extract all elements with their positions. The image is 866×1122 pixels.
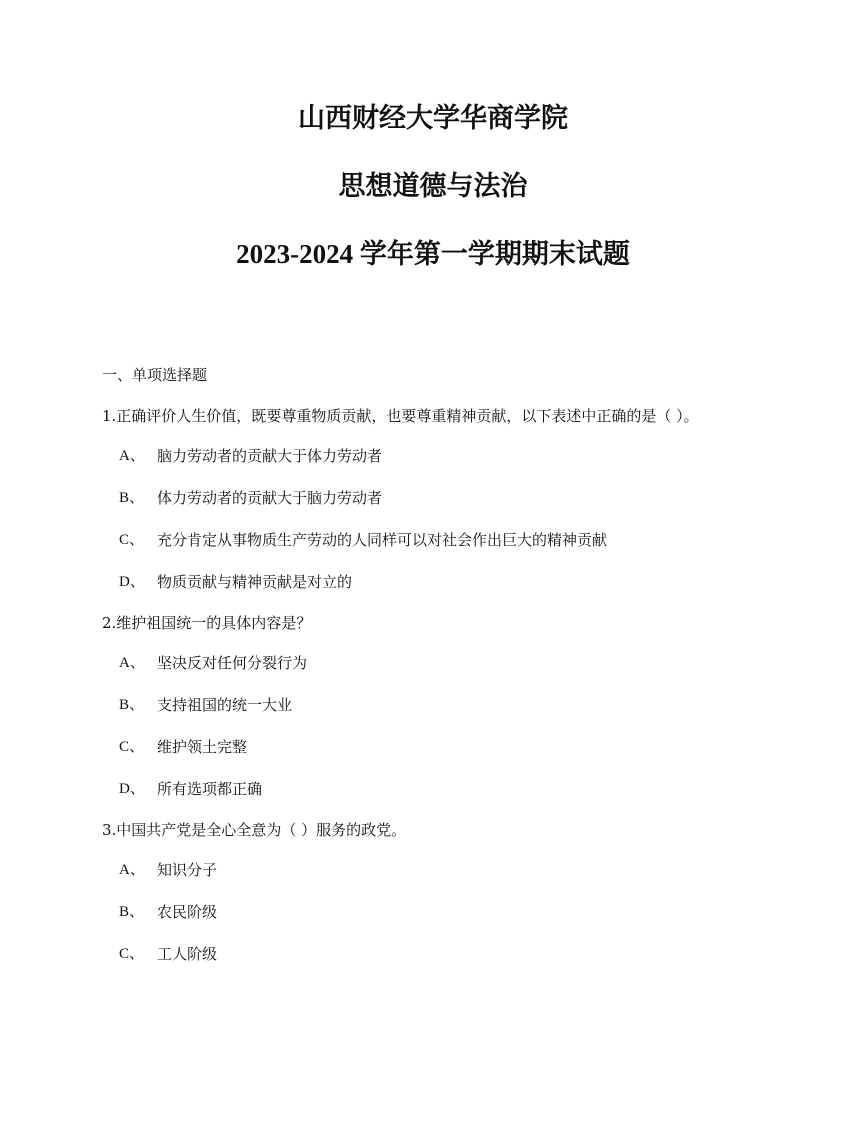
option-letter: A、 — [119, 655, 145, 671]
question-1 — [102, 406, 762, 593]
option-letter: D、 — [119, 781, 145, 797]
question-stem: 1.正确评价人生价值，既要尊重物质贡献，也要尊重精神贡献，以下表述中正确的是（ ）。 — [102, 407, 699, 425]
option-letter: B、 — [119, 697, 145, 713]
option-letter: C、 — [119, 739, 145, 755]
option-a — [119, 859, 762, 881]
section-heading: 一、单项选择题 — [102, 366, 208, 384]
option-a — [119, 652, 762, 674]
option-text: 农民阶级 — [157, 903, 218, 921]
option-letter: C、 — [119, 946, 145, 962]
option-b — [119, 694, 762, 716]
option-c — [119, 943, 762, 965]
option-d — [119, 778, 762, 800]
option-b — [119, 487, 762, 509]
document-title-block — [0, 100, 866, 304]
option-letter: B、 — [119, 490, 145, 506]
university-name: 山西财经大学华商学院 — [298, 103, 568, 133]
exam-title: 2023-2024 学年第一学期期末试题 — [236, 239, 630, 269]
option-text: 知识分子 — [157, 861, 218, 879]
option-text: 支持祖国的统一大业 — [157, 696, 293, 714]
option-d — [119, 571, 762, 593]
option-text: 脑力劳动者的贡献大于体力劳动者 — [157, 447, 383, 465]
option-text: 维护领土完整 — [157, 738, 248, 756]
option-a — [119, 445, 762, 467]
option-text: 坚决反对任何分裂行为 — [157, 654, 308, 672]
option-letter: D、 — [119, 574, 145, 590]
option-text: 物质贡献与精神贡献是对立的 — [157, 573, 353, 591]
option-text: 所有选项都正确 — [157, 780, 263, 798]
option-letter: C、 — [119, 532, 145, 548]
option-letter: A、 — [119, 862, 145, 878]
option-letter: B、 — [119, 904, 145, 920]
question-stem: 2.维护祖国统一的具体内容是？ — [102, 614, 312, 632]
option-b — [119, 901, 762, 923]
exam-content — [102, 364, 762, 985]
option-c — [119, 529, 762, 551]
course-name: 思想道德与法治 — [338, 171, 528, 201]
question-stem: 3.中国共产党是全心全意为（ ）服务的政党。 — [102, 821, 407, 839]
question-3 — [102, 820, 762, 965]
option-text: 充分肯定从事物质生产劳动的人同样可以对社会作出巨大的精神贡献 — [157, 531, 608, 549]
question-2 — [102, 613, 762, 800]
option-c — [119, 736, 762, 758]
option-text: 体力劳动者的贡献大于脑力劳动者 — [157, 489, 383, 507]
option-text: 工人阶级 — [157, 945, 218, 963]
option-letter: A、 — [119, 448, 145, 464]
